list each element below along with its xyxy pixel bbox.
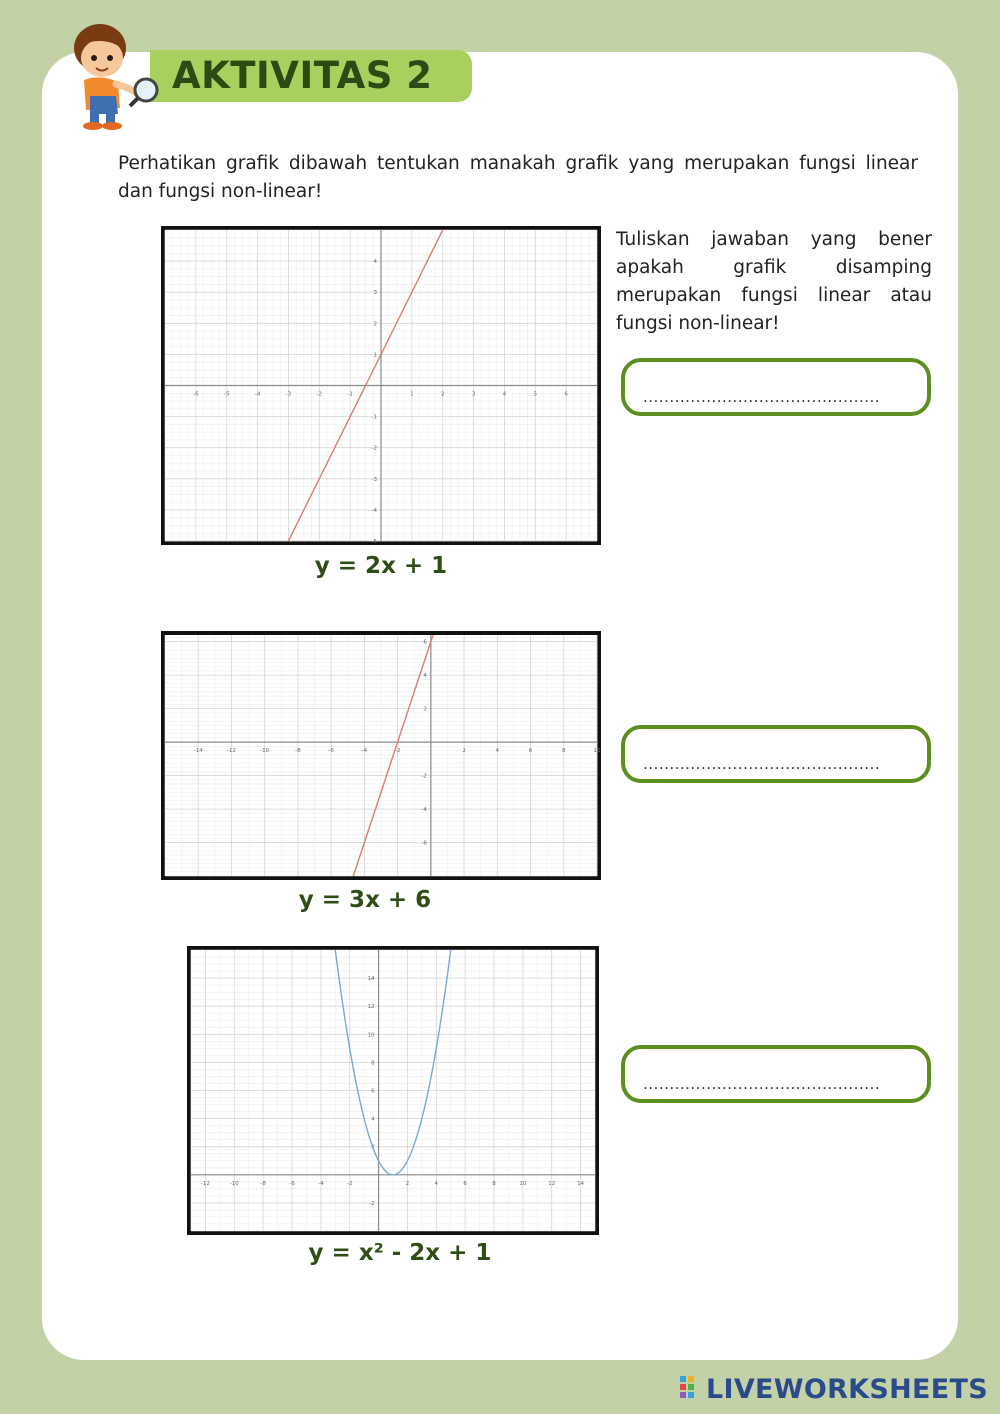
y-tick-label: 10 bbox=[367, 1032, 375, 1039]
y-tick-label: -5 bbox=[371, 539, 377, 545]
graph-1-plot bbox=[165, 230, 597, 545]
side-instruction-text: Tuliskan jawaban yang bener apakah grafik disamping merupakan fungsi linear atau fungsi non-linear! bbox=[616, 229, 932, 334]
x-tick-label: -8 bbox=[295, 748, 301, 755]
x-tick-label: 6 bbox=[564, 391, 568, 398]
x-tick-label: -12 bbox=[226, 748, 236, 755]
y-tick-label: 2 bbox=[371, 1144, 375, 1151]
y-tick-label: 6 bbox=[423, 639, 427, 646]
graph-linear-2x-plus-1 bbox=[161, 226, 601, 545]
y-tick-label: 4 bbox=[423, 673, 427, 680]
x-tick-label: 5 bbox=[533, 391, 538, 398]
y-tick-label: -4 bbox=[371, 507, 377, 514]
y-tick-label: 8 bbox=[371, 1060, 375, 1067]
answer-input-1[interactable] bbox=[621, 358, 931, 416]
x-tick-label: -4 bbox=[318, 1180, 324, 1187]
y-tick-label: 6 bbox=[371, 1088, 375, 1095]
x-tick-label: -2 bbox=[316, 391, 323, 398]
answer-2-placeholder: ............................................. bbox=[643, 755, 881, 773]
x-tick-label: -4 bbox=[361, 748, 368, 755]
graph-linear-3x-plus-6 bbox=[161, 631, 601, 880]
y-tick-label: -2 bbox=[371, 445, 377, 452]
y-tick-label: -6 bbox=[421, 840, 427, 847]
x-tick-label: -8 bbox=[260, 1180, 266, 1187]
x-tick-label: -3 bbox=[285, 391, 292, 398]
y-tick-label: 3 bbox=[373, 290, 377, 297]
kid-magnifier-illustration bbox=[60, 18, 160, 132]
page-title: AKTIVITAS 2 bbox=[172, 54, 433, 97]
y-tick-label: 4 bbox=[373, 259, 377, 266]
liveworksheets-logo-icon bbox=[680, 1376, 702, 1402]
x-tick-label: 6 bbox=[528, 748, 533, 755]
x-tick-label: -5 bbox=[223, 391, 230, 398]
x-tick-label: 12 bbox=[548, 1180, 556, 1187]
x-tick-label: -1 bbox=[347, 391, 353, 398]
x-tick-label: -12 bbox=[200, 1180, 210, 1187]
grid-lines bbox=[191, 950, 595, 1231]
x-tick-label: 4 bbox=[502, 391, 507, 398]
x-tick-label: 4 bbox=[495, 748, 500, 755]
y-tick-label: 14 bbox=[367, 976, 375, 983]
y-tick-label: 2 bbox=[373, 321, 377, 328]
x-tick-label: -6 bbox=[328, 748, 334, 755]
answer-input-2[interactable] bbox=[621, 725, 931, 783]
equation-2: y = 3x + 6 bbox=[298, 887, 432, 913]
equation-1: y = 2x + 1 bbox=[314, 553, 448, 579]
y-tick-label: 4 bbox=[371, 1116, 375, 1123]
equation-3: y = x² - 2x + 1 bbox=[308, 1240, 492, 1266]
brand-name: LIVEWORKSHEETS bbox=[705, 1373, 988, 1405]
answer-1-placeholder: ............................................. bbox=[643, 388, 881, 406]
y-tick-label: -2 bbox=[369, 1200, 375, 1207]
y-tick-label: 2 bbox=[423, 706, 427, 713]
x-tick-label: -2 bbox=[346, 1180, 353, 1187]
graph-quadratic bbox=[187, 946, 599, 1235]
grid-lines bbox=[165, 635, 597, 876]
answer-3-placeholder: ............................................. bbox=[643, 1075, 881, 1093]
x-tick-label: 2 bbox=[440, 391, 445, 398]
graph-2-plot bbox=[165, 635, 601, 876]
x-tick-label: 2 bbox=[405, 1180, 410, 1187]
x-tick-label: 4 bbox=[434, 1180, 439, 1187]
y-tick-label: 1 bbox=[373, 352, 377, 359]
y-tick-label: -1 bbox=[371, 414, 377, 421]
y-tick-label: -2 bbox=[421, 773, 427, 780]
x-tick-label: 8 bbox=[492, 1180, 496, 1187]
graph-3-plot bbox=[191, 950, 595, 1231]
x-tick-label: 14 bbox=[577, 1180, 585, 1187]
x-tick-label: 2 bbox=[462, 748, 466, 755]
liveworksheets-brand bbox=[680, 1372, 988, 1406]
x-tick-label: -10 bbox=[229, 1180, 239, 1187]
x-tick-label: -6 bbox=[289, 1180, 295, 1187]
x-tick-label: -6 bbox=[193, 391, 199, 398]
x-tick-label: -2 bbox=[394, 748, 401, 755]
x-tick-label: 1 bbox=[410, 391, 414, 398]
x-tick-label: 6 bbox=[463, 1180, 467, 1187]
x-tick-label: 10 bbox=[519, 1180, 527, 1187]
x-tick-label: 8 bbox=[562, 748, 566, 755]
x-tick-label: 10 bbox=[593, 748, 601, 755]
y-tick-label: -4 bbox=[421, 807, 427, 814]
x-tick-label: -14 bbox=[193, 748, 203, 755]
y-tick-label: -3 bbox=[371, 476, 377, 483]
x-tick-label: 3 bbox=[471, 391, 476, 398]
y-tick-label: 12 bbox=[367, 1004, 375, 1011]
instruction-text: Perhatikan grafik dibawah tentukan manakah grafik yang merupakan fungsi linear dan fungsi non-linear! bbox=[118, 153, 918, 202]
x-tick-label: -4 bbox=[254, 391, 261, 398]
answer-input-3[interactable] bbox=[621, 1045, 931, 1103]
x-tick-label: -10 bbox=[260, 748, 270, 755]
